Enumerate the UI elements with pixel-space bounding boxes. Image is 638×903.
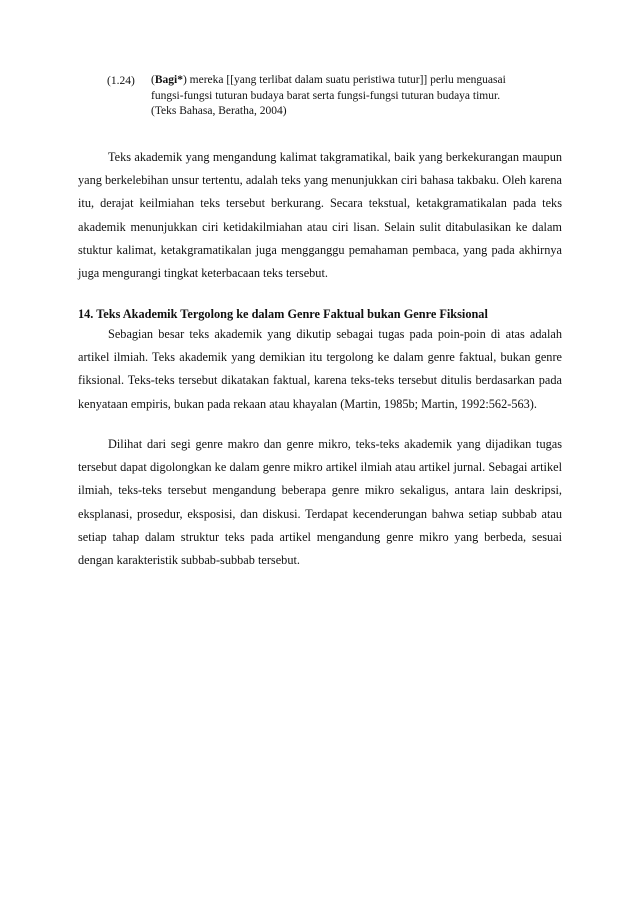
example-number: (1.24)	[107, 75, 135, 87]
example-bold-word: Bagi*	[154, 74, 183, 86]
example-line-1-rest: ) mereka [[yang terlibat dalam suatu peristiwa tutur]] perlu menguasai	[182, 74, 506, 86]
example-body	[151, 73, 551, 120]
paragraph-1: Teks akademik yang mengandung kalimat takgramatikal, baik yang berkekurangan maupun yang berkelebihan unsur tertentu, adalah teks yang menunjukkan ciri bahasa takbaku. Oleh karena itu, derajat keilmiahan teks tersebut berkurang. Secara tekstual, ketakgramatikalan pada teks akademik menunjukkan ciri ketidakilmiahan atau ciri lisan. Selain sulit ditabulasikan ke dalam stuktur kalimat, ketakgramatikalan juga mengganggu pemahaman pembaca, yang pada akhirnya juga mengurangi tingkat keterbacaan teks tersebut.	[78, 150, 562, 281]
section-heading: 14. Teks Akademik Tergolong ke dalam Genre Faktual bukan Genre Fiksional	[78, 307, 488, 321]
example-source: (Teks Bahasa, Beratha, 2004)	[151, 105, 287, 117]
paragraph-3: Dilihat dari segi genre makro dan genre mikro, teks-teks akademik yang dijadikan tugas tersebut dapat digolongkan ke dalam genre mikro artikel ilmiah atau artikel jurnal. Sebagai artikel ilmiah, teks-teks tersebut mengandung beberapa genre mikro sekaligus, antara lain deskripsi, eksplanasi, prosedur, eksposisi, dan diskusi. Terdapat kecenderungan bahwa setiap subbab atau setiap tahap dalam struktur teks pada artikel mengandung genre mikro yang berbeda, sesuai dengan karakteristik subbab-subbab tersebut.	[78, 437, 562, 568]
paragraph-2: Sebagian besar teks akademik yang dikutip sebagai tugas pada poin-poin di atas adalah artikel ilmiah. Teks akademik yang demikian itu tergolong ke dalam genre faktual, bukan genre fiksional. Teks-teks tersebut dikatakan faktual, karena teks-teks tersebut ditulis berdasarkan pada kenyataan empiris, bukan pada rekaan atau khayalan (Martin, 1985b; Martin, 1992:562-563).	[78, 327, 562, 411]
example-line-1: (Bagi*) mereka [[yang terlibat dalam suatu peristiwa tutur]] perlu menguasai	[151, 74, 506, 86]
example-line-2: fungsi-fungsi tuturan budaya barat serta fungsi-fungsi tuturan budaya timur.	[151, 89, 501, 102]
